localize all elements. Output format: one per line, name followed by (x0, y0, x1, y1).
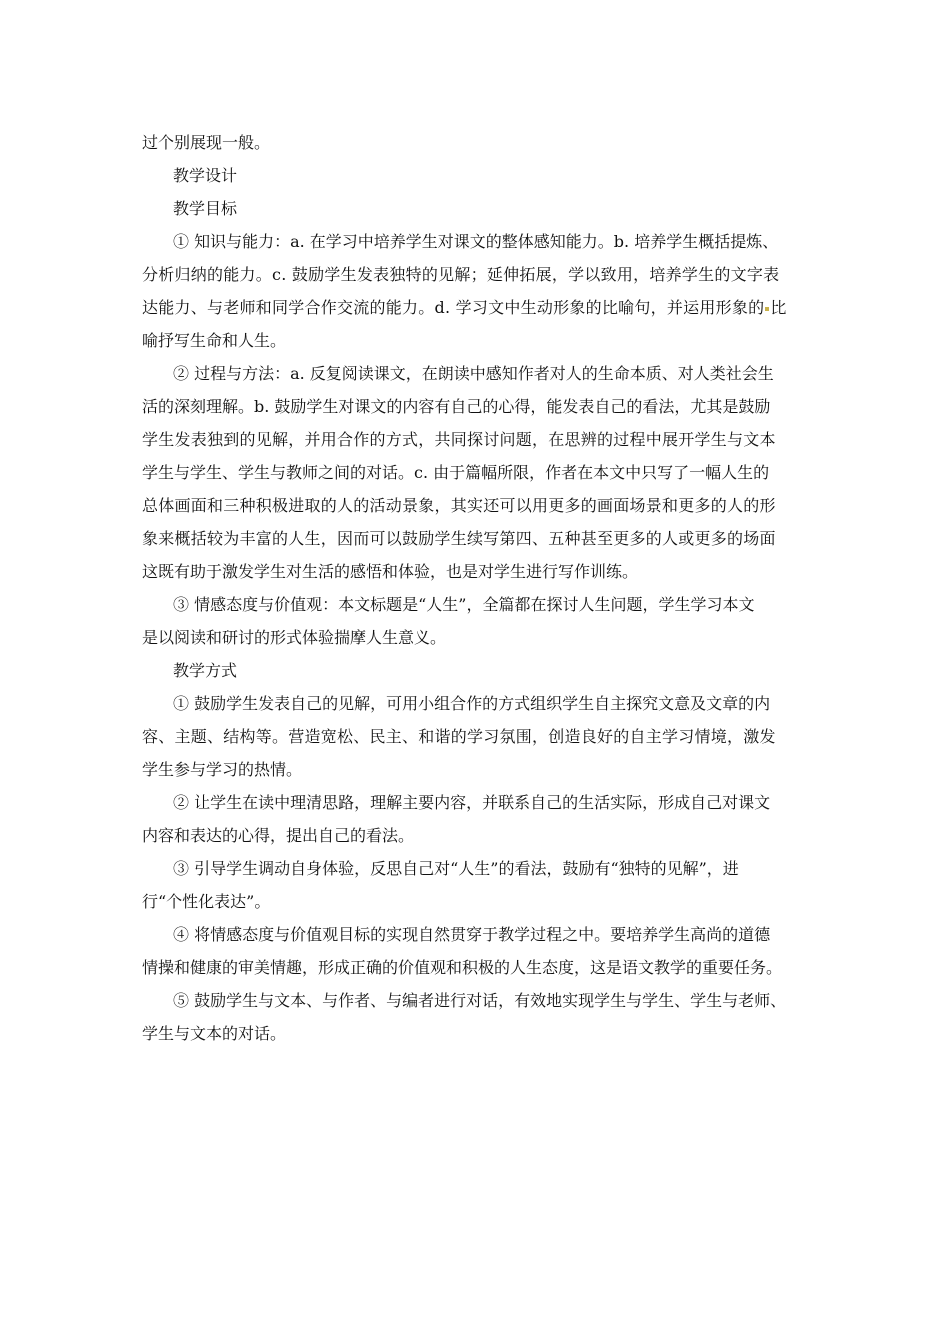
section-heading-teaching-design: 教学设计 (173, 166, 238, 185)
paragraph-line: 总体画面和三种积极进取的人的活动景象，其实还可以用更多的画面场景和更多的人的形 (142, 496, 776, 515)
paragraph-text: 比 (770, 298, 787, 317)
paragraph-line: ② 过程与方法：a. 反复阅读课文，在朗读中感知作者对人的生命本质、对人类社会生 (173, 364, 774, 383)
paragraph-line: ① 鼓励学生发表自己的见解，可用小组合作的方式组织学生自主探究文意及文章的内 (173, 694, 771, 713)
paragraph-line: 学生发表独到的见解，并用合作的方式，共同探讨问题，在思辨的过程中展开学生与文本 (142, 430, 776, 449)
paragraph-text: 达能力、与老师和同学合作交流的能力。d. 学习文中生动形象的比喻句，并运用形象的 (142, 298, 765, 317)
paragraph-line: 容、主题、结构等。营造宽松、民主、和谐的学习氛围，创造良好的自主学习情境，激发 (142, 727, 776, 746)
paragraph-line: ④ 将情感态度与价值观目标的实现自然贯穿于教学过程之中。要培养学生高尚的道德 (173, 925, 771, 944)
paragraph-line: ② 让学生在读中理清思路，理解主要内容，并联系自己的生活实际，形成自己对课文 (173, 793, 771, 812)
paragraph-line: 分析归纳的能力。c. 鼓励学生发表独特的见解；延伸拓展，学以致用，培养学生的文字表 (142, 265, 780, 284)
paragraph-line: ⑤ 鼓励学生与文本、与作者、与编者进行对话，有效地实现学生与学生、学生与老师、 (173, 991, 787, 1010)
paragraph-line: 学生与文本的对话。 (142, 1024, 287, 1043)
paragraph-line: 内容和表达的心得，提出自己的看法。 (142, 826, 415, 845)
paragraph-line: ③ 情感态度与价值观：本文标题是“人生”，全篇都在探讨人生问题，学生学习本文 (173, 595, 755, 614)
paragraph-line: 是以阅读和研讨的形式体验揣摩人生意义。 (142, 628, 447, 647)
paragraph-line: 学生参与学习的热情。 (142, 760, 303, 779)
paragraph-line: 活的深刻理解。b. 鼓励学生对课文的内容有自己的心得，能发表自己的看法，尤其是鼓励 (142, 397, 771, 416)
paragraph-line: 喻抒写生命和人生。 (142, 331, 287, 350)
paragraph-line: ① 知识与能力：a. 在学习中培养学生对课文的整体感知能力。b. 培养学生概括提炼、 (173, 232, 779, 251)
paragraph-line: 学生与学生、学生与教师之间的对话。c. 由于篇幅所限，作者在本文中只写了一幅人生的 (142, 463, 770, 482)
section-heading-teaching-goals: 教学目标 (173, 199, 238, 218)
paragraph-line: ③ 引导学生调动自身体验，反思自己对“人生”的看法，鼓励有“独特的见解”，进 (173, 859, 739, 878)
paragraph-line: 这既有助于激发学生对生活的感悟和体验，也是对学生进行写作训练。 (142, 562, 639, 581)
paragraph-line: 情操和健康的审美情趣，形成正确的价值观和积极的人生态度，这是语文教学的重要任务。 (142, 958, 783, 977)
paragraph-line: 过个别展现一般。 (142, 133, 271, 152)
paragraph-line (142, 291, 810, 324)
paragraph-line: 行“个性化表达”。 (142, 892, 271, 911)
section-heading-teaching-methods: 教学方式 (173, 661, 238, 680)
paragraph-line: 象来概括较为丰富的人生，因而可以鼓励学生续写第四、五种甚至更多的人或更多的场面 (142, 529, 776, 548)
annotation-mark (765, 307, 769, 311)
